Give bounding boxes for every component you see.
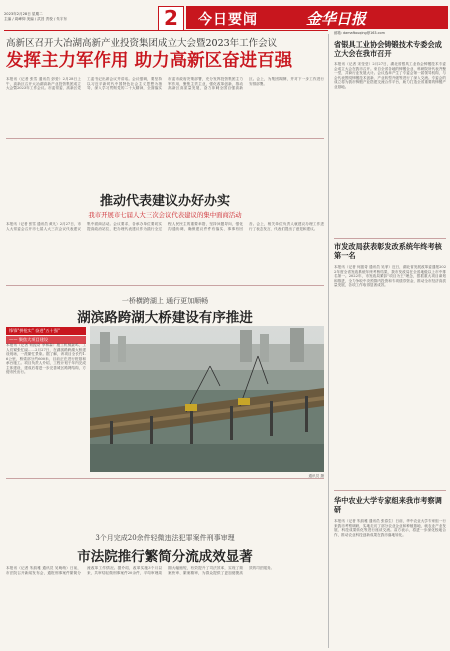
lead-kicker: 高新区召开大冶湖高新产业投资集团成立大会暨2023年工作会议 [6, 38, 278, 49]
story3-box [6, 327, 86, 344]
lead-headline: 发挥主力军作用 助力高新区奋进百强 [6, 51, 293, 71]
lead-divider [6, 138, 324, 139]
masthead-divider [4, 30, 328, 31]
masthead-banner [186, 6, 448, 29]
story2-body: 本报讯（记者 张雪 通讯员 黄凡）2月27日，市人大常委会召开市七届人大三次会议代表建议集中面商活动。会议要求，各承办单位要切实提高政治站位，把办理代表建议作为践行全过程人民民主的重要举措，坚持问题导向，强化沟通协调，确保建议件件有落实、事事有回音。会上，相关单位负责人就建议办理工作进行了表态发言，代表们提出了意见和建议。 [6, 222, 324, 231]
story3-box-line2: —— 聚焦大项目建设 [6, 336, 86, 344]
paper-logo: 金华日报 [306, 10, 367, 28]
email-line: 邮箱: damaftouqing@163.com [334, 31, 385, 35]
photo-credit: 通讯员 摄 [308, 474, 324, 478]
editors-line: 主编 / 周峰仰 美编 / 武昌 责校 / 朱宇东 [4, 17, 68, 21]
story4-body: 本报讯（记者 朱韵雅 通讯员 吴萌萌）日前，市法院召开新闻发布会，通报刑事案件繁简分流改革工作情况。据介绍，改革实施3个月以来，共审结轻微刑事案件20余件，平均审理周期大幅缩短，有效提升了司法效率，实现了简案快审、繁案精审，为群众提供了更加便捷高效的司法服务。 [6, 566, 275, 575]
story3-divider [6, 478, 324, 479]
story2-divider [6, 285, 324, 286]
right-story-c-body: 本报讯（记者 朱韵雅 通讯员 张春生）日前，华中农业大学专家组一行来我市考察调研，实地走访了部分农业企业和种植基地，就农业产业发展、科技成果转化等进行座谈交流。双方表示，将进一步深化校地合作，推动农业科技创新成果在我市落地转化。 [334, 519, 446, 537]
right-story-a-headline: 省银具工业协会铸锻技术专委会成立大会在我市召开 [334, 40, 442, 58]
section-title: 今日要闻 [198, 12, 258, 28]
story2-subhead: 我市开展市七届人大三次会议代表建议的集中面商活动 [88, 211, 242, 219]
column-divider [328, 34, 329, 648]
right-divider-1 [334, 238, 446, 239]
bridge-construction-photo [90, 326, 324, 472]
story4-kicker: 3个月完成20余件轻微违法犯罪案件刑事审理 [95, 534, 235, 542]
story3-kicker: 一桥横跨湖上 通行更加顺畅 [121, 297, 209, 305]
date-line: 2023年2月28日 星期二 [4, 12, 43, 16]
right-story-b-body: 本报讯（记者 何振奇 通讯员 吴菲）近日，湖北省发展改革委通报2022年度全省发改系统年终考核结果，我市发改局在全省地级以上市中排名第一。2022年，市发改局紧扣"项目为王"理念，狠抓重大项目谋划和推进，全力争取中央预算内投资和专项债券资金，推动全市经济高质量发展，各项工作取得显著成效。 [334, 265, 446, 288]
story3-box-line1: 锋锋"拼抢实" 奋进"五十强" [6, 327, 86, 335]
story2-headline: 推动代表建议办好办实 [99, 194, 230, 209]
right-story-a-body: 本报讯（记者 宋莹莹）2月27日，湖北省银具工业协会铸锻技术专委会成立大会在我市召开。来自全省各地的铸锻企业、科研院所代表齐聚一堂，共商行业发展大计。会议选举产生了专委会第一届领导机构，与会代表围绕铸锻技术创新、产业转型升级等进行了深入交流。专委会的成立将为我市铸锻产业搭建交流合作平台，助力打造全省重要的铸锻产业基地。 [334, 62, 446, 89]
lead-body: 本报讯（记者 张雪 通讯员 彭爱）2月28日上午，高新区召开大冶湖高新产业投资集团成立大会暨2023年工作会议。市委常委、高新区党工委书记出席会议并讲话。会议强调，要坚持以习近平新时代中国特色社会主义思想为指导，深入学习贯彻党的二十大精神，全面落实市委市政府决策部署，充分发挥投资集团主力军作用，聚焦主责主业，强化改革创新，推动高新区高质量发展，奋力冲刺全国百强高新区。会上，为集团揭牌，并对下一步工作进行安排部署。 [6, 77, 324, 91]
right-divider-2 [334, 490, 446, 491]
right-story-b-headline: 市发改局获表彰发改系统年终考核第一名 [334, 242, 442, 260]
story3-body-continued [90, 480, 324, 530]
story3-headline: 湖滨路跨湖大桥建设有序推进 [77, 310, 253, 326]
story3-body: 本报讯（记者 何振奇 李林森）施工机械轰鸣，工人们紧张忙碌……2月27日，在湖滨路跨湖大桥建设现场，一派繁忙景象。据了解，该项目全长约1.6公里，桥梁部分约600米，目前正在进行桩基和承台施工。项目负责人介绍，工程计划于年内完成主体建设，建成后将进一步完善城区路网结构，方便市民出行。 [6, 343, 86, 375]
page-number: 2 [158, 6, 184, 31]
right-story-c-headline: 华中农业大学专家组来我市考察调研 [334, 496, 442, 514]
story4-headline: 市法院推行繁简分流成效显著 [77, 549, 253, 565]
